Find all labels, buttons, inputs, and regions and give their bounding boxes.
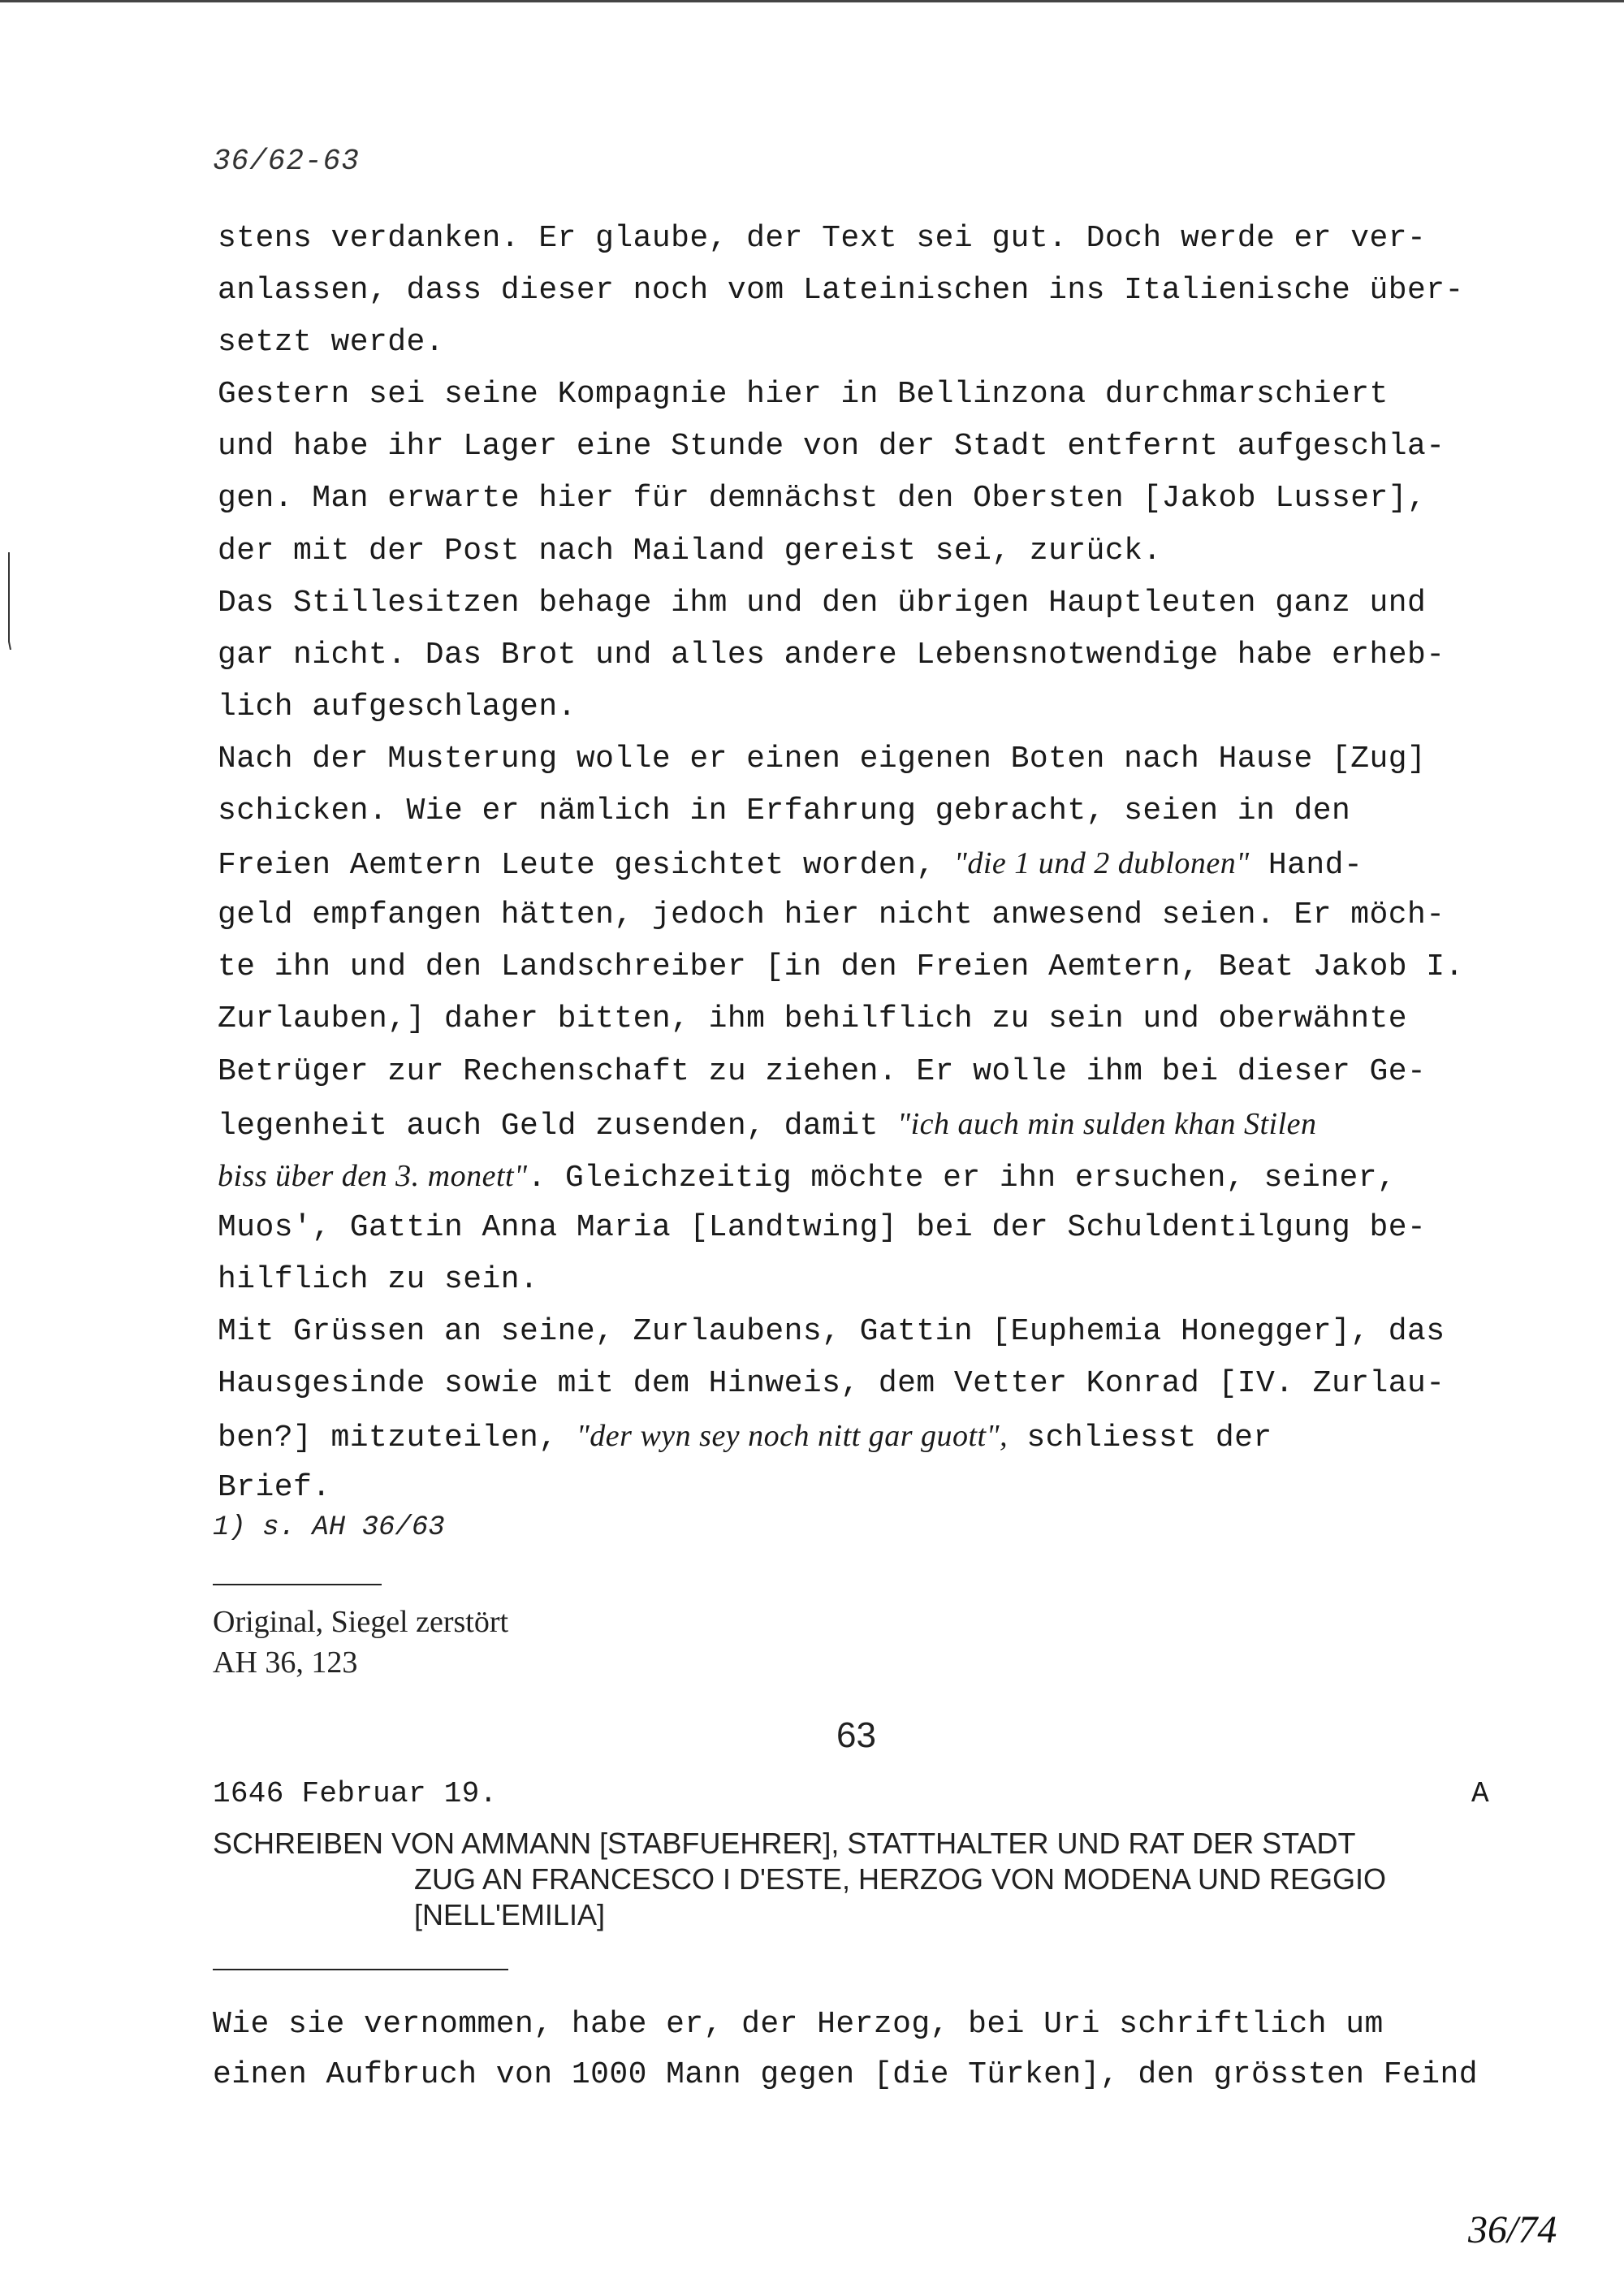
text-segment: Zurlauben,] daher bitten, ihm behilflich zu sein und oberwähnte [218,1001,1407,1037]
text-segment: stens verdanken. Er glaube, der Text sei gut. Doch werde er ver- [218,221,1427,256]
text-line [218,1150,1533,1202]
source-note [213,1602,944,1683]
text-line [218,733,1533,785]
quoted-text: biss über den 3. monett" [218,1158,528,1193]
document-number: 63 [836,1715,876,1755]
text-line [218,1098,1533,1150]
text-segment: gar nicht. Das Brot und alles andere Lebensnotwendige habe erheb- [218,637,1445,672]
text-segment: gen. Man erwarte hier für demnächst den Obersten [Jakob Lusser], [218,481,1427,517]
text-segment: schliesst der [1008,1421,1272,1456]
text-line [218,1306,1533,1358]
document-type-letter: A [1471,1777,1489,1810]
source-line-original: Original, Siegel zerstört [213,1605,509,1639]
document-date: 1646 Februar 19. [213,1777,498,1810]
margin-bracket-mark [6,552,11,650]
text-line [218,369,1533,421]
text-line [218,1410,1533,1462]
text-line [218,993,1533,1045]
text-line [218,889,1533,941]
heading-line: SCHREIBEN VON AMMANN [STABFUEHRER], STATTHALTER UND RAT DER STADT [213,1827,1356,1860]
text-line [218,265,1533,317]
text-line [218,785,1533,837]
text-line [218,473,1533,525]
text-line [218,577,1533,629]
text-segment: ben?] mitzuteilen, [218,1421,577,1456]
text-line [218,681,1533,733]
quoted-text: "die 1 und 2 dublonen" [953,846,1250,881]
text-segment: der mit der Post nach Mailand gereist sei, zurück. [218,533,1162,569]
source-divider [213,1584,382,1585]
text-line [218,213,1533,265]
text-segment: te ihn und den Landschreiber [in den Freien Aemtern, Beat Jakob I. [218,949,1464,985]
page-top-edge [0,0,1624,2]
text-segment: Betrüger zur Rechenschaft zu ziehen. Er wolle ihm bei dieser Ge- [218,1053,1427,1089]
text-segment: Muos', Gattin Anna Maria [Landtwing] bei der Schuldentilgung be- [218,1209,1427,1245]
text-segment: legenheit auch Geld zusenden, damit [218,1108,898,1144]
text-line [218,421,1533,473]
source-line-archive: AH 36, 123 [213,1645,358,1680]
text-segment: Nach der Musterung wolle er einen eigenen Boten nach Hause [Zug] [218,741,1427,776]
text-segment: Freien Aemtern Leute gesichtet worden, [218,848,954,884]
text-line [218,941,1533,993]
text-line [218,1202,1533,1254]
text-line [218,1046,1533,1098]
document-63-body [213,2000,1544,2100]
text-segment: . Gleichzeitig möchte er ihn ersuchen, seiner, [527,1160,1397,1196]
text-segment: Das Stillesitzen behage ihm und den übrigen Hauptleuten ganz und [218,585,1427,621]
document-reference: 36/62-63 [213,145,360,178]
text-segment: Hand- [1249,848,1363,884]
text-segment: lich aufgeschlagen. [218,689,577,724]
text-line: Wie sie vernommen, habe er, der Herzog, bei Uri schriftlich um [213,2007,1384,2042]
text-segment: und habe ihr Lager eine Stunde von der Stadt entfernt aufgeschla- [218,429,1445,465]
heading-divider [213,1969,508,1970]
text-line [218,837,1533,889]
text-segment: geld empfangen hätten, jedoch hier nicht anwesend seien. Er möch- [218,897,1445,933]
heading-line: [NELL'EMILIA] [414,1898,605,1931]
quoted-text: "ich auch min sulden khan Stilen [897,1106,1317,1141]
document-62-body [218,213,1533,1514]
document-63-heading [213,1826,1512,1933]
text-segment: setzt werde. [218,325,445,361]
text-line [218,1254,1533,1306]
footnote: 1) s. AH 36/63 [213,1512,445,1543]
text-segment: Brief. [218,1470,331,1506]
text-line [218,317,1533,369]
text-segment: Gestern sei seine Kompagnie hier in Bellinzona durchmarschiert [218,377,1389,413]
text-line [218,525,1533,577]
text-line [218,1358,1533,1410]
text-line [218,629,1533,681]
text-line: einen Aufbruch von 1000 Mann gegen [die Türken], den grössten Feind [213,2057,1478,2092]
heading-line: ZUG AN FRANCESCO I D'ESTE, HERZOG VON MODENA UND REGGIO [414,1862,1386,1896]
text-segment: Mit Grüssen an seine, Zurlaubens, Gattin [Euphemia Honegger], das [218,1313,1445,1349]
text-segment: Hausgesinde sowie mit dem Hinweis, dem Vetter Konrad [IV. Zurlau- [218,1366,1445,1402]
text-line [218,1462,1533,1514]
text-segment: hilflich zu sein. [218,1261,539,1297]
text-segment: schicken. Wie er nämlich in Erfahrung gebracht, seien in den [218,794,1351,829]
text-segment: anlassen, dass dieser noch vom Lateinischen ins Italienische über- [218,273,1464,309]
quoted-text: "der wyn sey noch nitt gar guott", [576,1419,1009,1454]
page-number: 36/74 [1468,2208,1557,2251]
